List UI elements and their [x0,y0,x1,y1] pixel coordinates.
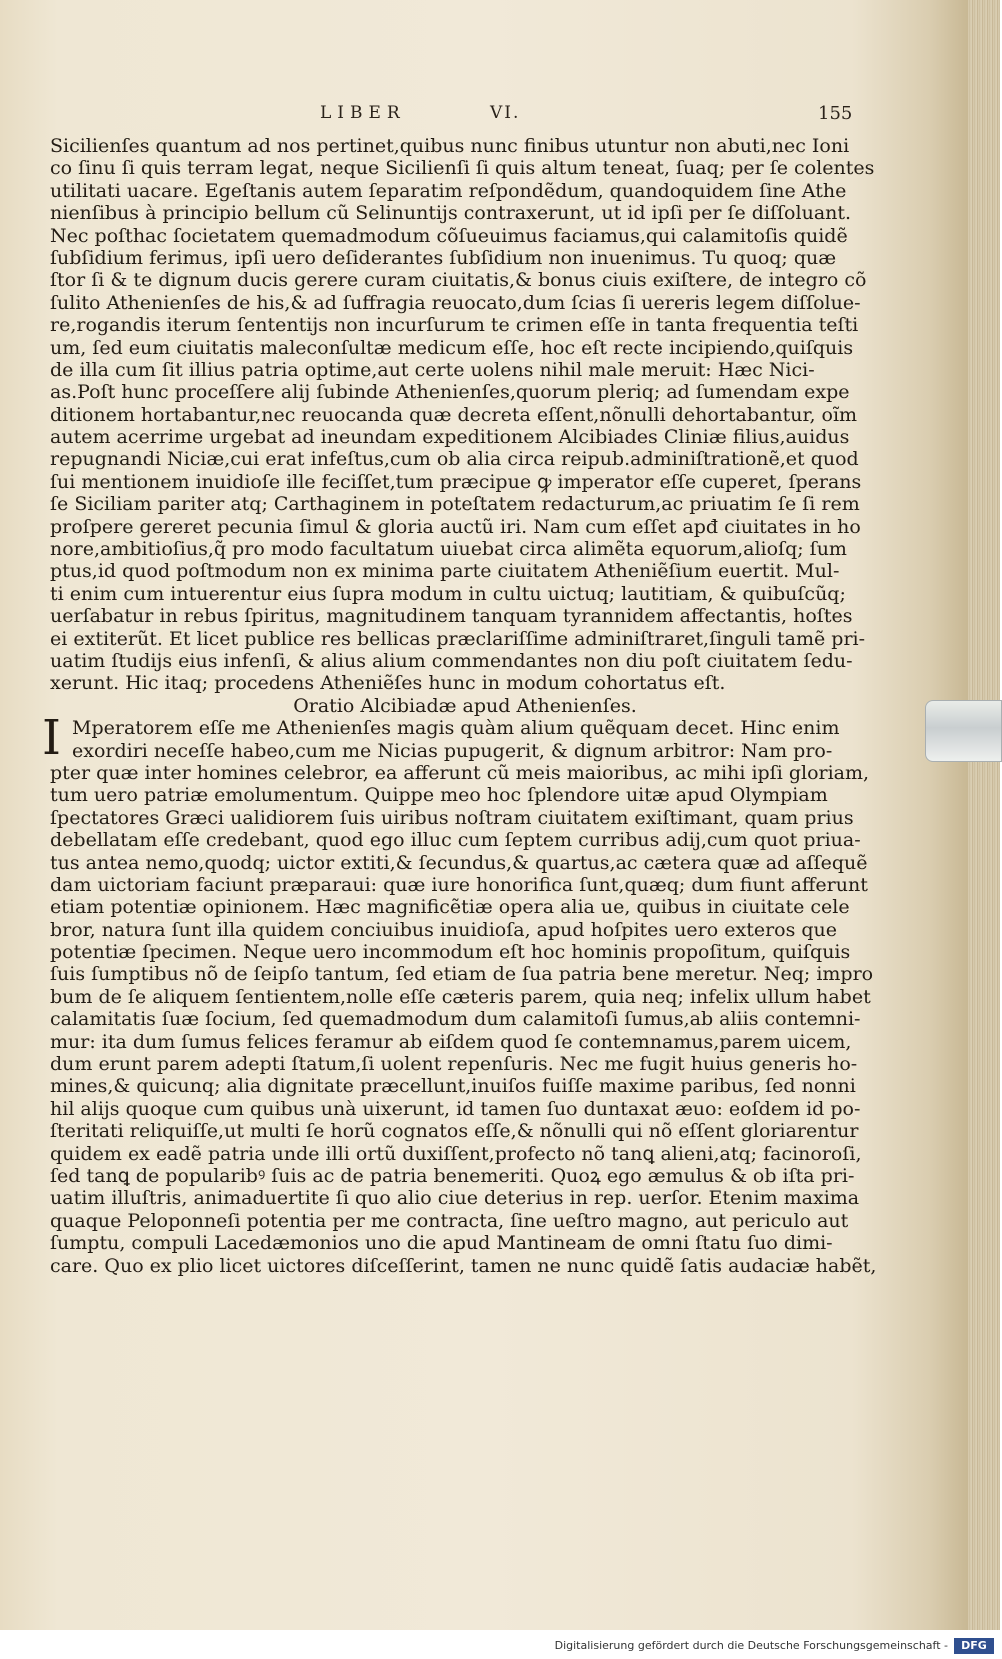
text-line: care. Quo ex plio licet uictores diſceſſerint, tamen ne nunc quidẽ ſatis audaciæ habẽt, [50,1254,877,1277]
text-line: ptus,id quod poſtmodum non ex minima parte ciuitatem Atheniẽſium euertit. Mul- [50,560,840,583]
text-line: autem acerrime urgebat ad ineundam expeditionem Alcibiades Cliniæ filius,auidus [50,426,850,449]
text-line: bror, natura ſunt illa quidem conciuibus inuidioſa, apud hoſpites uero exteros que [50,918,838,941]
text-line: um, ſed eum ciuitatis maleconſultæ medicum eſſe, hoc eſt recte incipiendo,quiſquis [50,336,854,359]
text-line: ei extiterũt. Et licet publice res bellicas præclariſſime adminiſtraret,ſinguli tamẽ pri- [50,627,866,650]
text-line: ſui mentionem inuidioſe ille feciſſet,tum præcipue ꝙ imperator eſſe cuperet, ſperans [50,470,862,493]
page-number: 155 [818,103,853,124]
text-line: ditionem hortabantur,nec reuocanda quæ decreta eſſent,nõnulli dehortabantur, oĩm [50,403,858,426]
text-line: calamitatis ſuæ ſocium, ſed quemadmodum dum calamitoſi ſumus,ab aliis contemni- [50,1008,861,1031]
text-line: ſe Siciliam pariter atq; Carthaginem in poteſtatem redacturum,ac priuatim ſe ſi rem [50,493,860,516]
text-line: re,rogandis iterum ſententijs non incurſurum te crimen eſſe in tanta frequentia teſti [50,314,859,337]
text-line: ſubſidium ferimus, ipſi uero deſiderantes ſubſidium non inuenimus. Tu quoq; quæ [50,246,837,269]
text-line: mur: ita dum ſumus felices feramur ab eiſdem quod ſe contemnamus,parem uicem, [50,1030,852,1053]
oration-heading: Oratio Alcibiadæ apud Athenienſes. [293,694,637,717]
text-line: dam uictoriam faciunt præparaui: quæ iure honorifica ſunt,quæq; dum fiunt afferunt [50,873,868,896]
text-line: nienſibus à principio bellum cũ Selinuntijs contraxerunt, ut id ipſi per ſe diſſoluant. [50,202,852,225]
text-line: bum de ſe aliquem ſentientem,nolle eſſe cæteris parem, quia neq; infelix ullum habet [50,985,871,1008]
text-line: ſumptu, compuli Lacedæmonios uno die apud Mantineam de omni ſtatu ſuo dimi- [50,1232,833,1255]
text-line: ſuis ſumptibus nõ de ſeipſo tantum, ſed etiam de ſua patria bene meretur. Neq; impro [50,963,874,986]
text-line: dum erunt parem adepti ſtatum,ſi uolent repenſuris. Nec me fugit huius generis ho- [50,1053,858,1076]
footer-credit: Digitalisierung gefördert durch die Deutsche Forschungsgemeinschaft - [554,1639,948,1652]
drop-cap: I [42,710,61,767]
text-line: tus antea nemo,quodq; uictor extiti,& ſecundus,& quartus,ac cætera quæ ad aſſequẽ [50,851,868,874]
text-line: pter quæ inter homines celebror, ea afferunt cũ meis maioribus, ac mihi ipſi gloriam, [50,761,870,784]
text-line: Nec poſthac ſocietatem quemadmodum cõſueuimus faciamus,qui calamitoſis quidẽ [50,224,848,247]
text-line: uatim illuſtris, animaduertite ſi quo alio ciue deterius in rep. uerſor. Etenim maxima [50,1187,860,1210]
oration-first-line-text: Mperatorem eſſe me Athenienſes magis quàm alium quẽquam decet. Hinc enim [72,717,840,740]
text-line: Sicilienſes quantum ad nos pertinet,quibus nunc finibus utuntur non abuti,nec Ioni [50,135,850,157]
text-line: quidem ex eadẽ patria unde illi ortũ duxiſſent,profecto nõ tanꝗ alieni,atq; facinoroſi, [50,1142,862,1165]
text-line: etiam potentiæ opinionem. Hæc magnificẽtiæ opera alia ue, quibus in ciuitate cele [50,896,850,919]
text-block-narrative [50,135,875,695]
text-line: as.Poſt hunc proceſſere alij ſubinde Athenienſes,quorum pleriq; ad ſumendam expe [50,381,850,404]
text-line: uatim ſtudijs eius infenſi, & alius alium commendantes non diu poſt ciuitatem ſedu- [50,649,853,672]
dfg-logo: DFG [954,1638,994,1654]
text-line: ſed tanꝗ de popularibꝰ ſuis ac de patria benemeriti. Quoꝝ ego æmulus & ob iſta pri- [50,1164,855,1187]
text-line: ſpectatores Græci ualidiorem ſuis uiribus noſtram ciuitatem exiſtimant, quam prius [50,806,854,829]
text-line: uerſabatur in rebus ſpiritus, magnitudinem tanquam tyrannidem affectantis, hoſtes [50,605,853,628]
page-edges [968,0,1000,1630]
running-head-title: LIBER [320,103,406,123]
text-line: potentiæ ſpecimen. Neque uero incommodum eſt hoc hominis propoſitum, quiſquis [50,941,851,964]
text-line: ſulito Athenienſes de his,& ad ſuffragia reuocato,dum ſcias ſi uereris legem diſſolue- [50,291,861,314]
body-text [42,135,877,1277]
text-line: quaque Peloponneſi potentia per me contracta, ſine ueſtro magno, aut periculo aut [50,1209,849,1232]
text-line: exordiri neceſſe habeo,cum me Nicias pupugerit, & dignum arbitror: Nam pro- [72,739,833,762]
text-line: hil alijs quoque cum quibus unà uixerunt, id tamen ſuo duntaxat æuo: eoſdem id po- [50,1097,861,1120]
text-line: nore,ambitioſius,q̃ pro modo facultatum uiuebat circa alimẽta equorum,alioſq; ſum [50,538,847,561]
text-line: de illa cum ſit illius patria optime,aut certe uolens nihil male meruit: Hæc Nici- [50,358,815,381]
text-line: utilitati uacare. Egeſtanis autem ſeparatim reſpondẽdum, quandoquidem ſine Athe [50,179,847,202]
text-line: xerunt. Hic itaq; procedens Atheniẽſes hunc in modum cohortatus eſt. [50,672,726,695]
digitization-footer [0,1634,1000,1659]
text-block-oration [50,739,877,1277]
text-line: co ſinu ſi quis terram legat, neque Sicilienſi ſi quis altum teneat, ſuaq; per ſe colentes [50,157,875,180]
text-line: tum uero patriæ emolumentum. Quippe meo hoc ſplendore uitæ apud Olympiam [50,784,828,807]
book-clip [925,700,1002,762]
text-line: ti enim cum intuerentur eius ſupra modum in cultu uictuq; lautitiam, & quibuſcũq; [50,582,846,605]
running-head-book: VI. [490,103,521,123]
text-line: proſpere gereret pecunia ſimul & gloria auctũ iri. Nam cum eſſet apđ ciuitates in ho [50,515,861,538]
text-line: ſteritati reliquiſſe,ut multi ſe horũ cognatos eſſe,& nõnulli qui nõ eſſent gloriarentur [50,1120,859,1143]
running-head [0,103,968,129]
text-line: debellatam eſſe credebant, quod ego illuc cum ſeptem curribus adij,cum quot priua- [50,829,861,852]
text-line: ſtor ſi & te dignum ducis gerere curam ciuitatis,& bonus ciuis exiſtere, de integro cõ [50,269,867,292]
text-line: repugnandi Niciæ,cui erat infeſtus,cum ob alia circa reipub.adminiſtrationẽ,et quod [50,448,859,471]
text-line: mines,& quicunq; alia dignitate præcellunt,inuiſos fuiſſe maxime paribus, ſed nonni [50,1075,856,1098]
